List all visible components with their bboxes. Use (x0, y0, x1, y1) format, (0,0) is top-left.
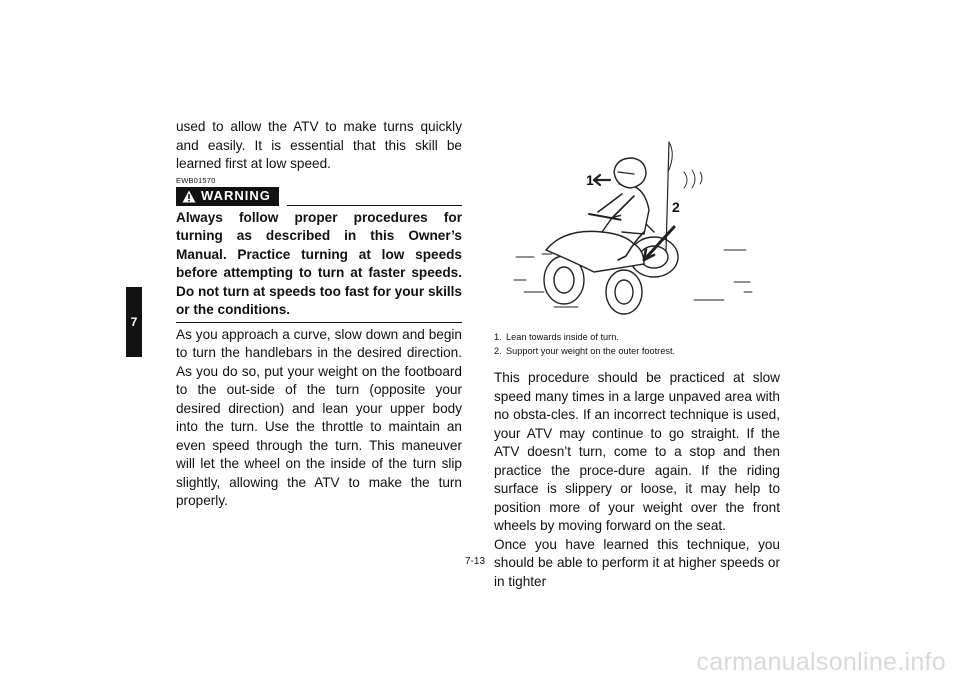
intro-paragraph: used to allow the ATV to make turns quickly and easily. It is essential that this skill be learned first at low speed. (176, 119, 462, 171)
caption-text: Support your weight on the outer footrest. (506, 346, 676, 356)
technique-paragraph: Once you have learned this technique, you should be able to perform it at higher speeds or in tighter (494, 536, 780, 589)
callout-2: 2 (672, 199, 680, 215)
practice-paragraph: This procedure should be practiced at slow speed many times in a large unpaved area with no obsta-cles. If an incorrect technique is used, your ATV may continue to go straight. If the ATV doesn’t turn, come to a stop and then practice the proce-dure again. If the riding surface is slippery or loose, it may help to position more of your weight over the front wheels by moving forward on the seat. (494, 370, 780, 533)
figure-captions (494, 330, 780, 358)
atv-rider-drawing (494, 132, 780, 322)
atv-turning-illustration (494, 132, 780, 322)
warning-end-rule (176, 322, 462, 323)
caption-text: Lean towards inside of turn. (506, 332, 619, 342)
right-column (494, 369, 780, 591)
caption-2 (494, 344, 780, 358)
warning-code: EWB01570 (176, 175, 216, 185)
body-paragraph: As you approach a curve, slow down and begin to turn the handlebars in the desired direction. As you do so, put your weight on the footboard to the out-side of the turn (opposite your desired direction) and lean your upper body into the turn. Use the throttle to maintain an even speed through the turn. This maneuver will let the wheel on the inside of the turn slip slightly, allowing the ATV to make the turn properly. (176, 326, 462, 508)
warning-text: Always follow proper procedures for turning as described in this Owner’s Manual. Practice turning at low speeds before attempting to turn at faster speeds. Do not turn at speeds too fast for your skills or the conditions. (176, 209, 462, 317)
caption-number: 1. (494, 332, 502, 342)
page-number: 7-13 (465, 556, 486, 567)
caption-number: 2. (494, 346, 502, 356)
left-column (176, 118, 462, 511)
caption-1 (494, 330, 780, 344)
warning-triangle-icon (182, 190, 196, 203)
warning-header (176, 187, 462, 206)
callout-1: 1 (586, 172, 594, 188)
warning-label: WARNING (201, 187, 271, 203)
chapter-number: 7 (130, 315, 138, 329)
chapter-tab (126, 287, 142, 357)
warning-rule (287, 187, 462, 206)
watermark: carmanualsonline.info (696, 648, 946, 676)
warning-badge (176, 187, 279, 206)
